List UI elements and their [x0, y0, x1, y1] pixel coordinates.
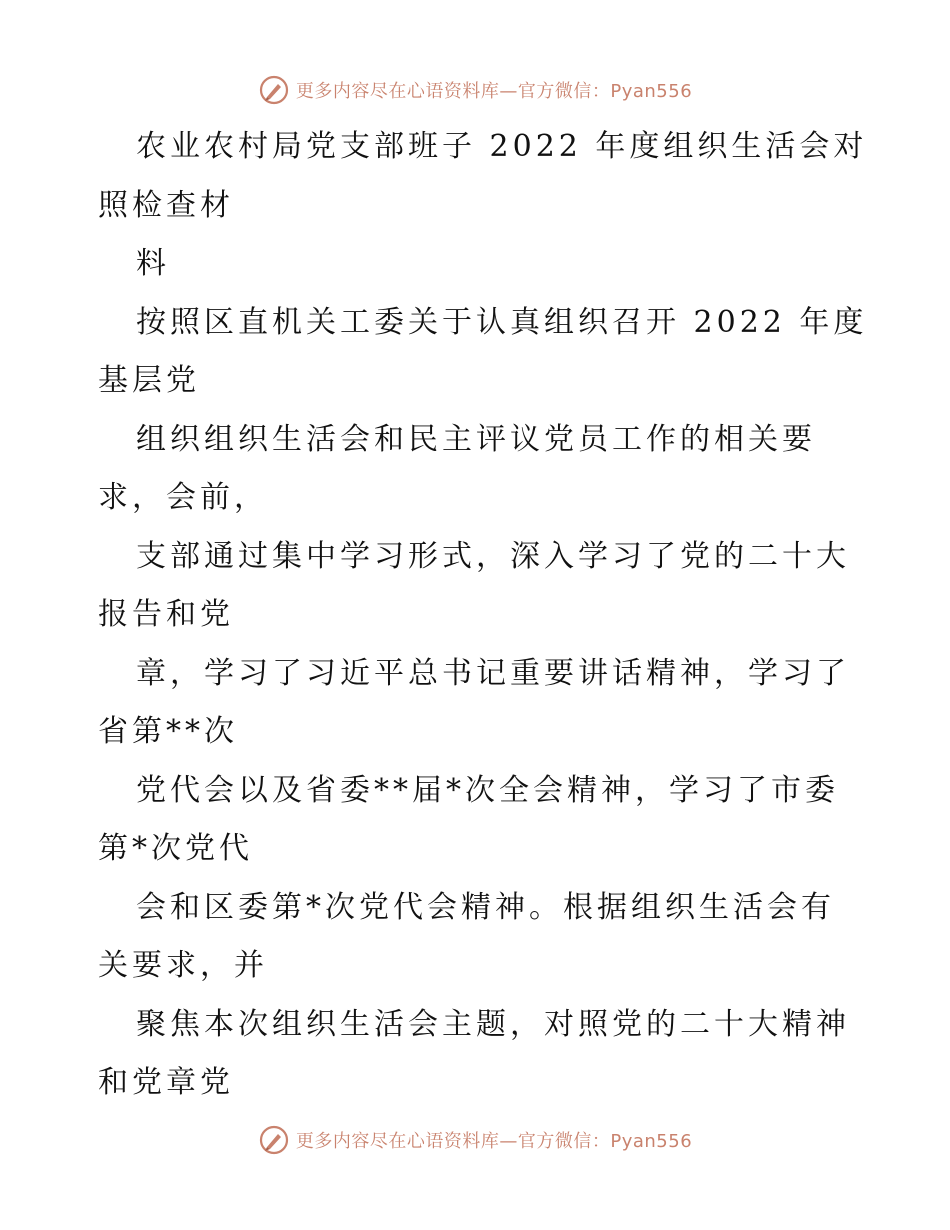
text-line: 报告和党 — [98, 597, 234, 632]
header-watermark — [0, 70, 950, 110]
footer-watermark — [0, 1120, 950, 1160]
pen-logo-icon — [258, 74, 290, 106]
text-line: 照检查材 — [98, 187, 234, 223]
text-line: 党代会以及省委**届*次全会精神，学习了市委 — [136, 772, 839, 808]
document-body — [98, 118, 868, 1113]
text-line: 组织组织生活会和民主评议党员工作的相关要 — [136, 421, 816, 457]
text-line: 基层党 — [98, 363, 200, 398]
text-line: 求，会前， — [98, 480, 268, 515]
text-line: 农业农村局党支部班子 2022 年度组织生活会对 — [136, 129, 868, 164]
text-line: 聚焦本次组织生活会主题，对照党的二十大精神 — [136, 1006, 850, 1042]
watermark-text: 更多内容尽在心语资料库—官方微信：Pyan556 — [295, 81, 693, 102]
text-line: 和党章党 — [98, 1065, 234, 1100]
text-line: 按照区直机关工委关于认真组织召开 2022 年度 — [136, 304, 868, 340]
text-line: 会和区委第*次党代会精神。根据组织生活会有 — [136, 889, 835, 925]
text-line: 省第**次 — [98, 714, 238, 749]
text-line: 支部通过集中学习形式，深入学习了党的二十大 — [136, 538, 850, 574]
text-line: 第*次党代 — [98, 831, 253, 866]
pen-logo-icon — [258, 1124, 290, 1156]
text-line: 章，学习了习近平总书记重要讲话精神，学习了 — [136, 655, 850, 691]
watermark-text: 更多内容尽在心语资料库—官方微信：Pyan556 — [295, 1131, 693, 1152]
text-line: 料 — [136, 246, 170, 281]
text-line: 关要求，并 — [98, 948, 268, 983]
